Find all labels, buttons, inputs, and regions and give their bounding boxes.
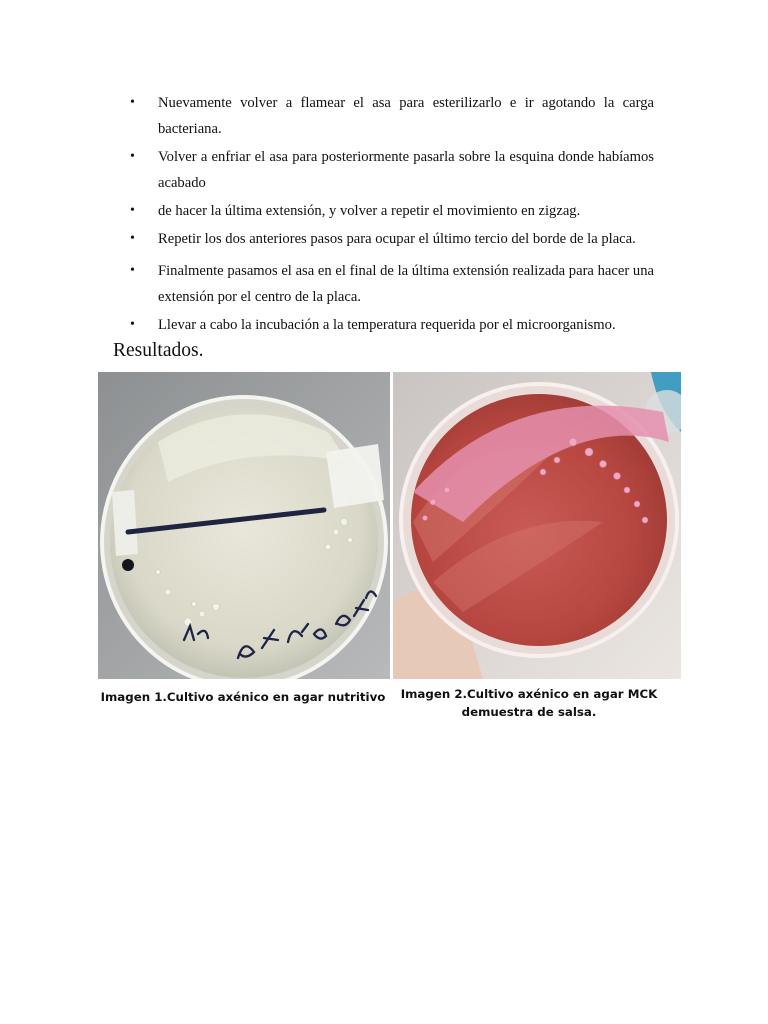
results-heading: Resultados. — [113, 340, 204, 361]
mck-agar-plate-photo — [393, 372, 681, 679]
bullet-item-6: • Llevar a cabo la incubación a la temperatura requerida por el microorganismo. — [130, 312, 654, 338]
bullet-item-5: • Finalmente pasamos el asa en el final de la última extensión realizada para hacer una extensión por el centro de la placa. — [130, 258, 654, 310]
bullet-item-2: • Volver a enfriar el asa para posteriormente pasarla sobre la esquina donde habíamos acabado — [130, 144, 654, 196]
figure-2-caption: Imagen 2.Cultivo axénico en agar MCK demuestra de salsa. — [400, 687, 658, 719]
procedure-bullet-list — [130, 90, 654, 338]
bullet-item-4: • Repetir los dos anteriores pasos para ocupar el último tercio del borde de la placa. — [130, 226, 654, 252]
bullet-item-3: • de hacer la última extensión, y volver a repetir el movimiento en zigzag. — [130, 198, 654, 224]
nutrient-agar-plate-photo — [98, 372, 390, 679]
bullet-item-1: • Nuevamente volver a flamear el asa para esterilizarlo e ir agotando la carga bacteriana. — [130, 90, 654, 142]
figure-1-caption: Imagen 1.Cultivo axénico en agar nutritivo — [100, 690, 386, 704]
